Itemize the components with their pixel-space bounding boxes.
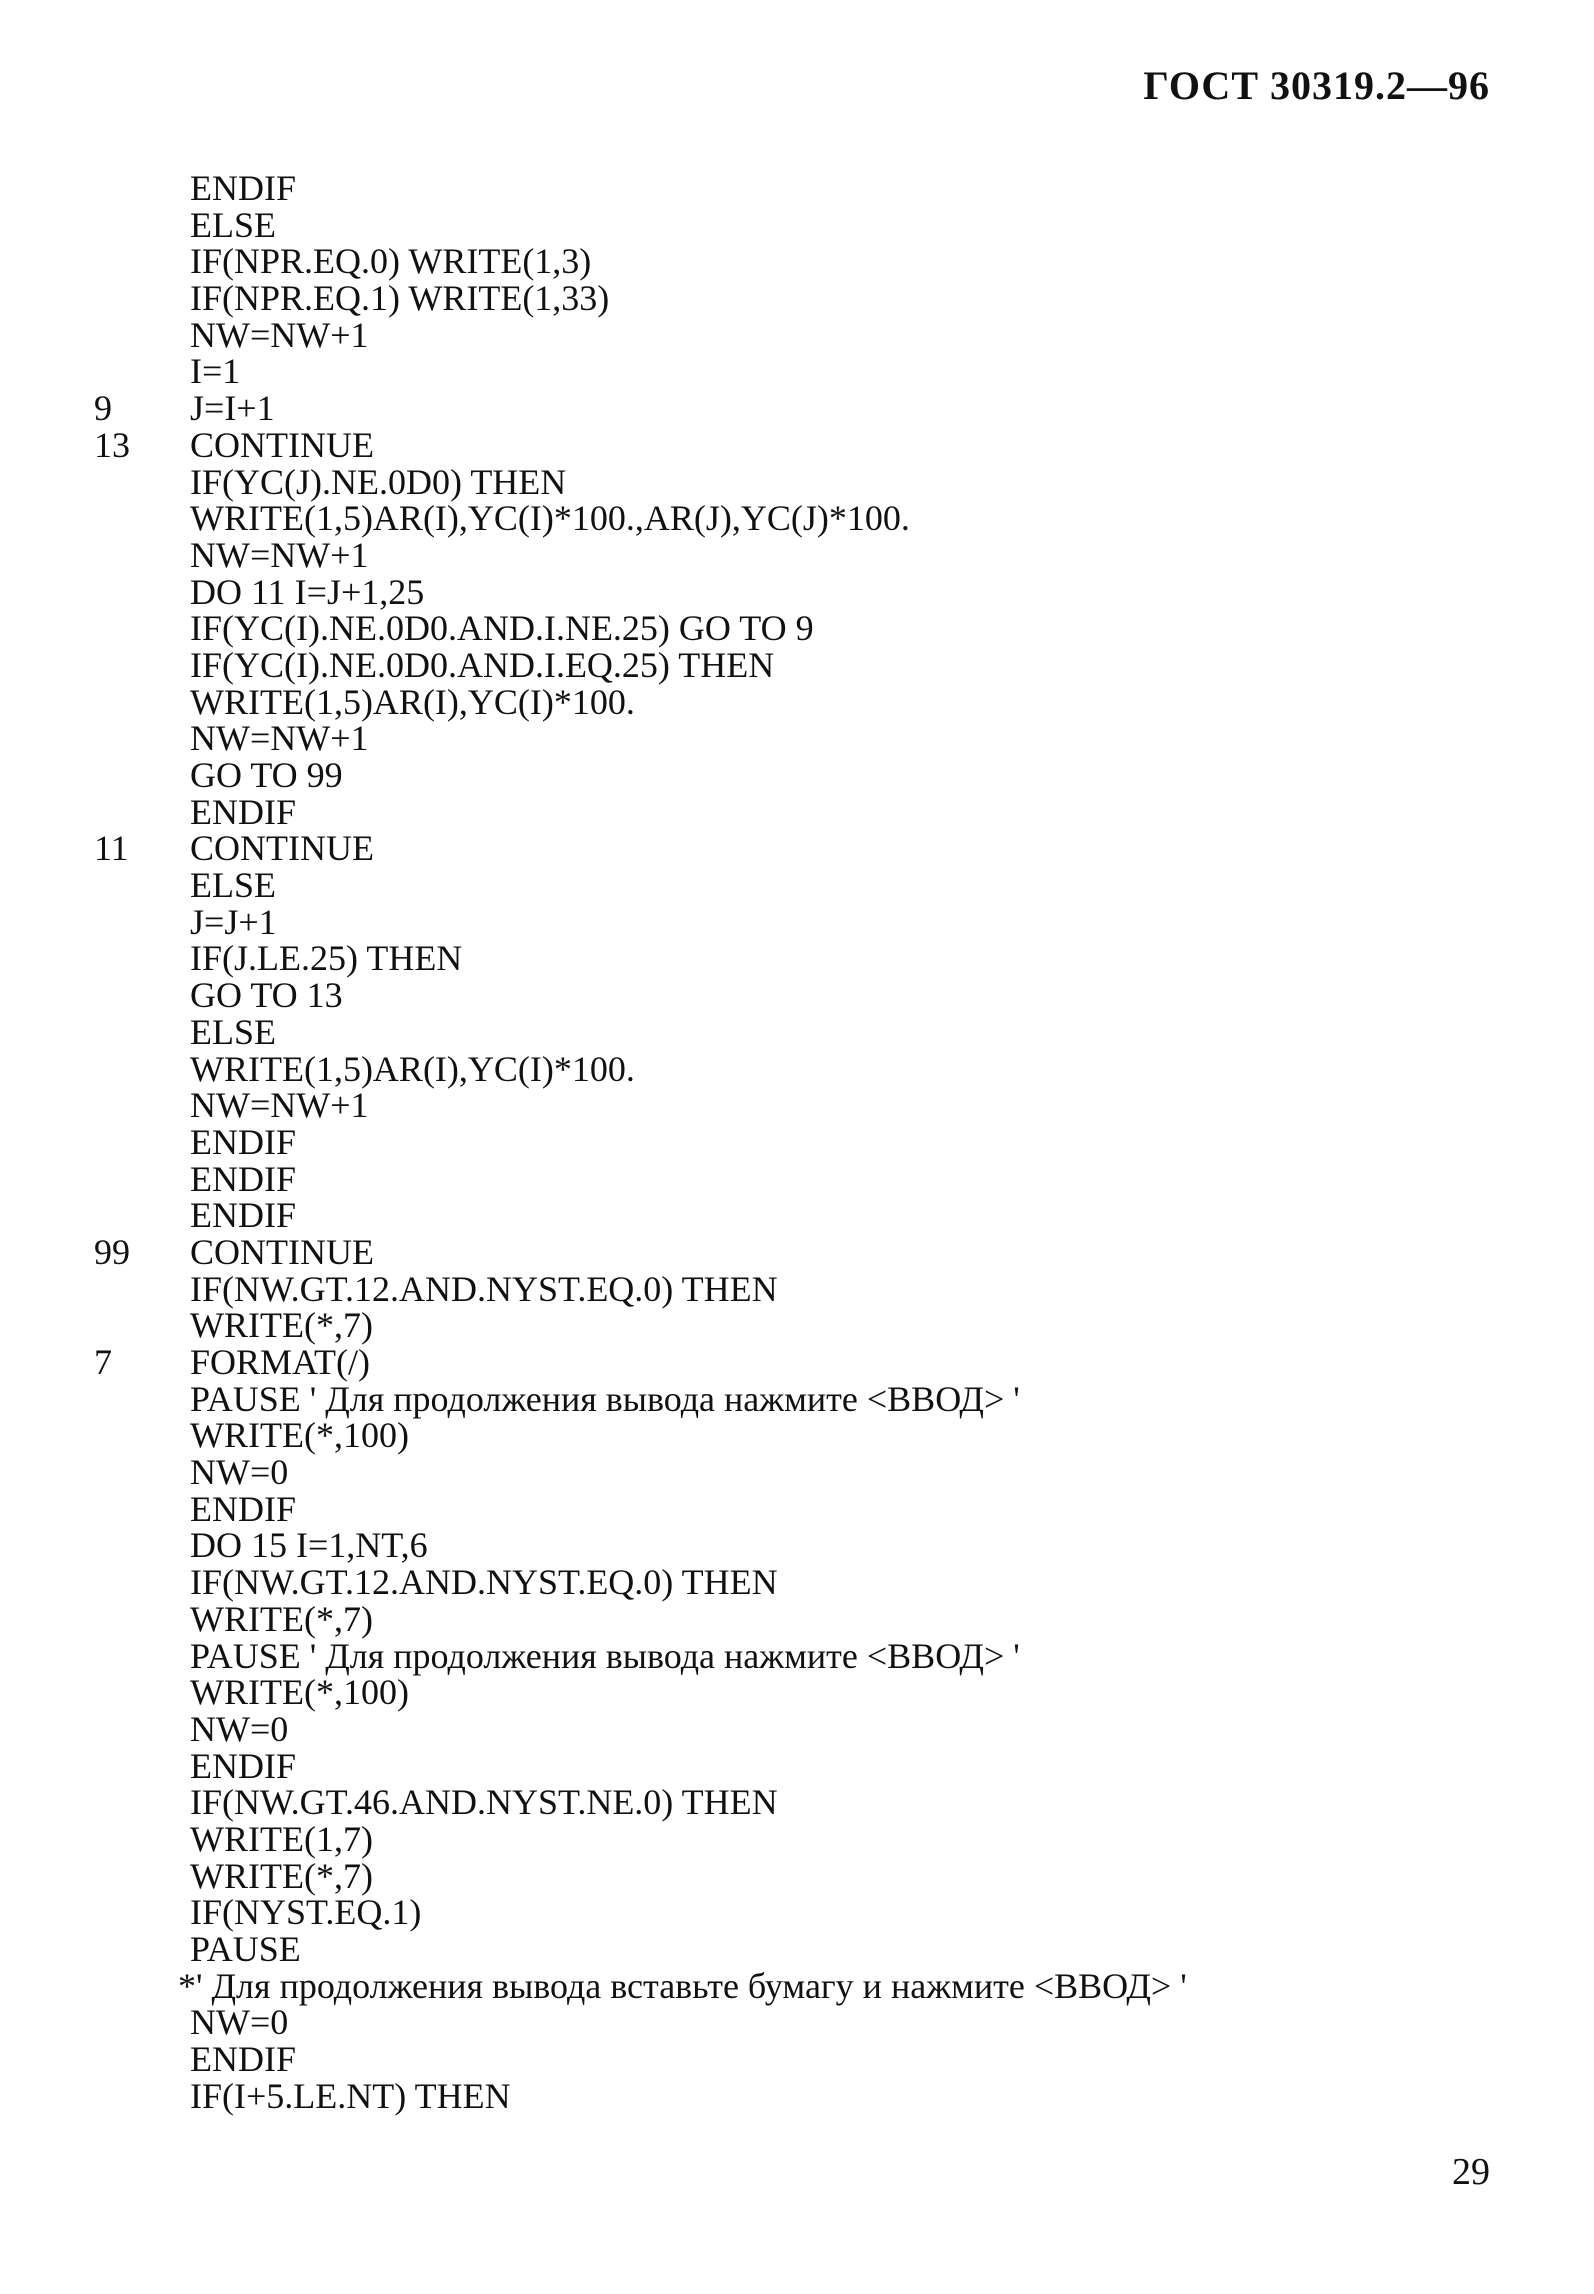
code-line: [94, 390, 1494, 427]
code-line: [94, 461, 1494, 502]
code-line: [94, 1674, 1494, 1711]
code-line: [94, 1087, 1494, 1124]
code-text: ENDIF: [190, 791, 296, 832]
statement-label: 9: [94, 388, 112, 429]
statement-label: 11: [94, 828, 129, 869]
document-header: [1143, 62, 1490, 109]
code-line: [94, 1598, 1494, 1639]
code-line: [94, 1378, 1494, 1419]
code-text: WRITE(1,7): [190, 1818, 373, 1859]
code-text: IF(YC(I).NE.0D0.AND.I.EQ.25) THEN: [190, 644, 775, 685]
code-line: [94, 280, 1494, 317]
code-line: [94, 1931, 1494, 1968]
code-line: [94, 1197, 1494, 1234]
code-text: WRITE(*,7): [190, 1305, 373, 1346]
code-line: [94, 1268, 1494, 1309]
code-line: [94, 571, 1494, 612]
code-text: IF(J.LE.25) THEN: [190, 938, 463, 979]
code-line: [94, 977, 1494, 1014]
code-text: IF(NPR.EQ.1) WRITE(1,33): [190, 278, 610, 319]
code-text: NW=NW+1: [190, 534, 369, 575]
code-line: [94, 204, 1494, 245]
code-line: [94, 610, 1494, 647]
code-line: [94, 681, 1494, 722]
code-line: [94, 1855, 1494, 1896]
code-text: ELSE: [190, 1011, 276, 1052]
code-text: WRITE(1,5)AR(I),YC(I)*100.: [190, 1048, 635, 1089]
code-line: [94, 1708, 1494, 1749]
code-text: GO TO 13: [190, 975, 343, 1016]
code-line: [94, 1158, 1494, 1199]
code-text: ELSE: [190, 204, 276, 245]
code-line: [94, 757, 1494, 794]
code-line: [94, 243, 1494, 280]
code-line: [94, 644, 1494, 685]
code-text: IF(NPR.EQ.0) WRITE(1,3): [190, 241, 592, 282]
code-text: IF(YC(J).NE.0D0) THEN: [190, 461, 567, 502]
code-line: [94, 1894, 1494, 1931]
code-text: WRITE(*,100): [190, 1672, 409, 1713]
code-line: [94, 791, 1494, 832]
code-line: [94, 940, 1494, 977]
code-line: [94, 1011, 1494, 1052]
code-line: [94, 901, 1494, 942]
code-line: [94, 500, 1494, 537]
code-line: [94, 1121, 1494, 1162]
code-listing: [94, 170, 1494, 2114]
page-number: 29: [1452, 2151, 1490, 2193]
code-line: [94, 1527, 1494, 1564]
code-line: [94, 170, 1494, 207]
code-text: ELSE: [190, 865, 276, 906]
code-line: [94, 1745, 1494, 1786]
code-text: PAUSE ' Для продолжения вывода нажмите <ВВОД> ': [190, 1378, 1020, 1419]
code-text: ENDIF: [190, 1121, 296, 1162]
code-line: [94, 534, 1494, 575]
code-text: NW=0: [190, 1452, 289, 1493]
code-line: [94, 830, 1494, 867]
statement-label: 7: [94, 1342, 112, 1382]
code-text: ENDIF: [190, 1195, 296, 1236]
code-line: [94, 1048, 1494, 1089]
code-text: WRITE(*,100): [190, 1415, 409, 1456]
code-text: GO TO 99: [190, 755, 343, 795]
code-text: NW=NW+1: [190, 1085, 369, 1126]
code-text: NW=NW+1: [190, 314, 369, 355]
statement-label: 13: [94, 424, 130, 465]
code-line: [94, 1784, 1494, 1821]
code-line: [94, 1231, 1494, 1272]
code-line: [94, 720, 1494, 757]
code-line: [94, 1635, 1494, 1676]
code-text: CONTINUE: [190, 424, 374, 465]
code-line: [94, 353, 1494, 390]
code-text: ENDIF: [190, 2039, 296, 2080]
code-text: CONTINUE: [190, 828, 374, 869]
code-text: DO 15 I=1,NT,6: [190, 1525, 428, 1566]
code-line: [94, 1818, 1494, 1859]
code-line: [94, 1564, 1494, 1601]
code-text: WRITE(*,7): [190, 1855, 373, 1896]
code-line: [94, 1344, 1494, 1381]
code-line: [94, 2041, 1494, 2078]
document-id: ГОСТ 30319.2—96: [1143, 63, 1490, 108]
code-text: WRITE(1,5)AR(I),YC(I)*100.,AR(J),YC(J)*100.: [190, 498, 910, 539]
code-text: *' Для продолжения вывода вставьте бумагу и нажмите <ВВОД> ': [178, 1965, 1187, 2006]
code-text: J=I+1: [190, 388, 275, 429]
code-text: IF(I+5.LE.NT) THEN: [190, 2075, 511, 2116]
code-line: [94, 1454, 1494, 1491]
code-text: IF(NW.GT.46.AND.NYST.NE.0) THEN: [190, 1782, 778, 1823]
code-line: [94, 1417, 1494, 1454]
code-text: IF(NYST.EQ.1): [190, 1892, 422, 1933]
code-text: IF(NW.GT.12.AND.NYST.EQ.0) THEN: [190, 1562, 778, 1603]
code-line: [94, 1488, 1494, 1529]
code-text: FORMAT(/): [190, 1342, 371, 1382]
code-text: IF(YC(I).NE.0D0.AND.I.NE.25) GO TO 9: [190, 608, 814, 649]
code-text: ENDIF: [190, 1745, 296, 1786]
code-line: [94, 314, 1494, 355]
statement-label: 99: [94, 1231, 130, 1272]
code-text: J=J+1: [190, 901, 277, 942]
code-line: [94, 1965, 1494, 2006]
code-text: ENDIF: [190, 1158, 296, 1199]
code-text: WRITE(1,5)AR(I),YC(I)*100.: [190, 681, 635, 722]
code-text: NW=0: [190, 2002, 289, 2043]
code-text: WRITE(*,7): [190, 1598, 373, 1639]
code-line: [94, 2075, 1494, 2116]
code-text: IF(NW.GT.12.AND.NYST.EQ.0) THEN: [190, 1268, 778, 1309]
code-text: NW=NW+1: [190, 718, 369, 759]
code-line: [94, 424, 1494, 465]
code-text: DO 11 I=J+1,25: [190, 571, 425, 612]
code-line: [94, 1307, 1494, 1344]
code-text: CONTINUE: [190, 1231, 374, 1272]
code-line: [94, 2004, 1494, 2041]
code-text: ENDIF: [190, 1488, 296, 1529]
code-text: PAUSE: [190, 1929, 301, 1969]
code-text: PAUSE ' Для продолжения вывода нажмите <ВВОД> ': [190, 1635, 1020, 1676]
code-text: ENDIF: [190, 168, 296, 208]
code-text: NW=0: [190, 1708, 289, 1749]
code-line: [94, 867, 1494, 904]
code-text: I=1: [190, 351, 241, 392]
